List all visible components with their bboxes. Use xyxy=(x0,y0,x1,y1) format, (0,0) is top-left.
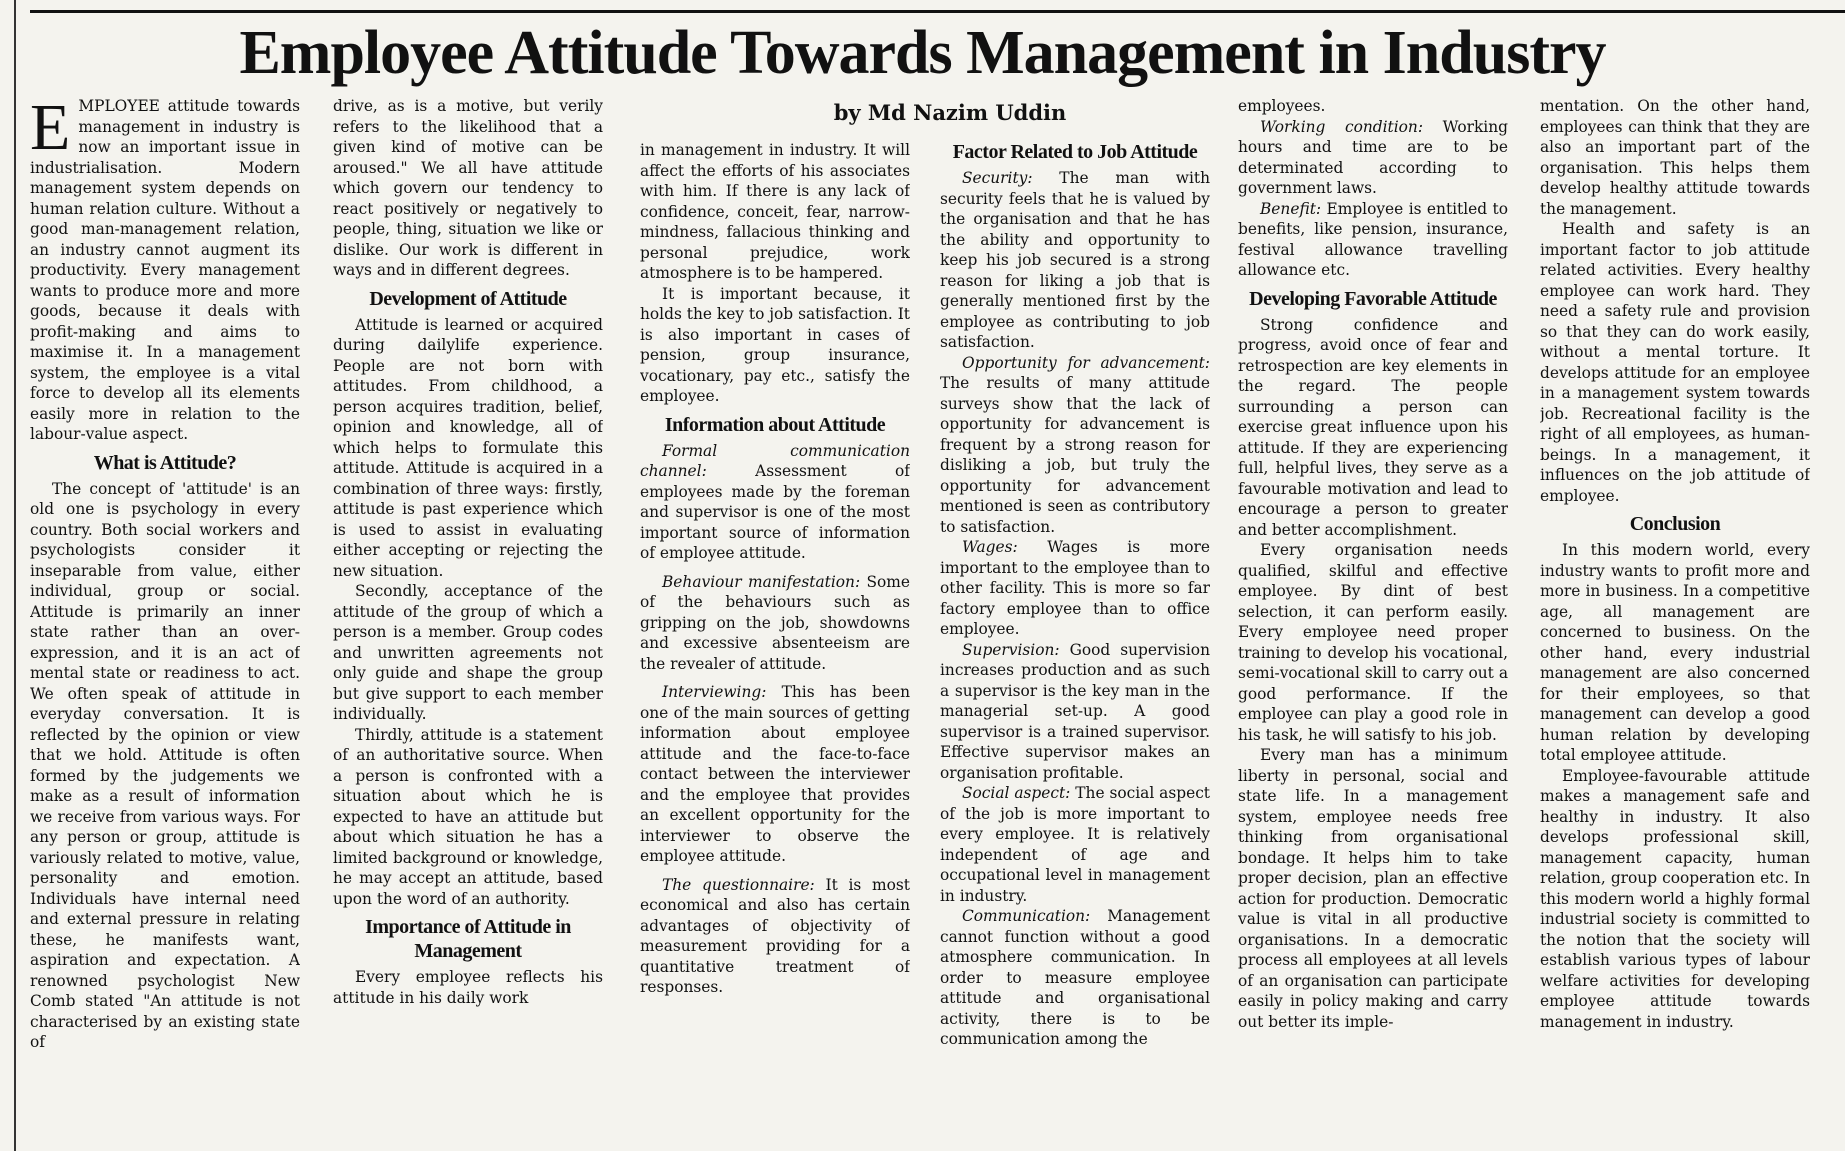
paragraph: Thirdly, attitude is a statement of an authoritative source. When a person is confronted with a situation about which he is expected to have an attitude but about which situation he has a limited background or knowledge, he may accept an attitude, based upon the word of an authority. xyxy=(333,725,603,908)
paragraph: The concept of 'attitude' is an old one is psychology in every country. Both social workers and psychologists consider it inseparable from value, either individual, group or social. Attitude is primarily an inner state rather than an over-expression, and it is an act of mental state or readiness to act. We often speak of attitude in everyday conversation. It is reflected by the opinion or view that we hold. Attitude is often formed by the judgements we make as a result of information we receive from various ways. For any person or group, attitude is variously related to motive, value, personality and emotion. Individuals have internal need and external pressure in relating these, he manifests want, aspiration and expectation. A renowned psychologist New Comb stated "An attitude is not characterised by an existing state of xyxy=(30,479,300,1051)
label-interviewing: Interviewing: xyxy=(662,683,767,701)
paragraph: Every employee reflects his attitude in his daily work xyxy=(333,968,603,1007)
paragraph xyxy=(1238,199,1508,281)
column-1 xyxy=(30,96,300,1131)
paragraph xyxy=(940,783,1210,906)
paragraph: Strong confidence and progress, avoid once of fear and retrospection are key elements in the regard. The people surrounding a person can exercise great influence upon his attitude. If they are experiencing full, helpful lives, they serve as a favourable motivation and lead to encourage a person to greater and better accomplishment. xyxy=(1238,315,1508,539)
text: The social aspect of the job is more important to every employee. It is relatively independent of age and occupational level in management in industry. xyxy=(940,784,1210,905)
text: It is most economical and also has certain advantages of objectivity of measurement providing for a quantitative treatment of responses. xyxy=(640,875,910,996)
paragraph xyxy=(640,682,910,867)
left-margin-rule xyxy=(14,0,16,1151)
label-working-condition: Working condition: xyxy=(1260,117,1424,136)
label-social-aspect: Social aspect: xyxy=(962,784,1071,802)
paragraph xyxy=(940,353,1210,538)
paragraph xyxy=(640,875,910,998)
label-supervision: Supervision: xyxy=(962,640,1060,659)
text: Assessment of employees made by the foreman and supervisor is one of the most important source of information of employee attitude. xyxy=(640,462,910,562)
label-wages: Wages: xyxy=(962,538,1018,556)
text: Wages is more important to the employee than to other facility. This is more so far factory employee than to office employee. xyxy=(940,538,1210,638)
label-communication: Communication: xyxy=(962,907,1091,925)
subhead-conclusion: Conclusion xyxy=(1629,513,1721,535)
text: The results of many attitude surveys show that the lack of opportunity for advancement is frequent by a strong reason for disliking a job, but truly the opportunity for advancement mentioned is seen as contributory to satisfaction. xyxy=(940,374,1210,536)
paragraph: Employee-favourable attitude makes a management safe and healthy in industry. It also develops professional skill, management capacity, human relation, group cooperation etc. In this modern world a highly formal industrial society is committed to the notion that the society will establish various types of labour welfare activities for developing employee attitude towards management in industry. xyxy=(1540,766,1810,1031)
subhead-what-is-attitude: What is Attitude? xyxy=(93,451,237,474)
paragraph: in management in industry. It will affect the efforts of his associates with him. If there is any lack of confidence, conceit, fear, narrow-mindness, fallacious thinking and personal prejudice, work atmosphere is to be hampered. xyxy=(640,141,910,282)
paragraph: Health and safety is an important factor to job attitude related activities. Every healthy employee can work hard. They need a safety rule and provision so that they can do work easily, without a mental torture. It develops attitude for an employee in a management system towards job. Recreational facility is the right of all employees, as human-beings. In a management, it influences on the job attitude of employee. xyxy=(1540,220,1810,505)
paragraph xyxy=(940,168,1210,353)
text: Some of the behaviours such as gripping on the job, showdowns and excessive absenteeism are the revealer of attitude. xyxy=(640,572,910,673)
headline: Employee Attitude Towards Management in Industry xyxy=(239,19,1606,87)
paragraph: Every organisation needs qualified, skilful and effective employee. By dint of best selection, it can perform easily. Every employee need proper training to develop his vocational, semi-vocational skill to carry out a good performance. If the employee can play a good role in his task, he will satisfy to his job. xyxy=(1238,541,1508,744)
label-opportunity: Opportunity for advancement: xyxy=(962,353,1210,372)
paragraph: Secondly, acceptance of the attitude of the group of which a person is a member. Group codes and unwritten agreements not only guide and shape the group but give support to each member individually. xyxy=(333,582,603,723)
intro-paragraph xyxy=(30,96,300,445)
column-2 xyxy=(333,96,603,1131)
paragraph: Every man has a minimum liberty in personal, social and state life. In a management system, employee needs free thinking from organisational bondage. It helps him to take proper decision, plan an effective action for production. Democratic value is vital in all productive organisations. In a democratic process all employees at all levels of an organisation can participate easily in policy making and carry out better its imple- xyxy=(1238,746,1508,1031)
label-security: Security: xyxy=(962,169,1033,187)
top-rule xyxy=(30,10,1845,13)
paragraph xyxy=(640,572,910,675)
text: Working hours and time are to be determinated according to government laws. xyxy=(1238,117,1508,197)
label-formal-communication: Formal communication channel: xyxy=(640,441,910,480)
label-questionnaire: The questionnaire: xyxy=(662,875,815,894)
column-4 xyxy=(940,140,1210,1130)
label-behaviour-manifestation: Behaviour manifestation: xyxy=(662,572,861,591)
paragraph: Attitude is learned or acquired during dailylife experience. People are not born with attitudes. From childhood, a person acquires tradition, belief, opinion and knowledge, all of which helps to formulate this attitude. Attitude is acquired in a combination of three ways: firstly, attitude is past experience which is used to assist in evaluating either accepting or rejecting the new situation. xyxy=(333,315,603,580)
drop-cap: E xyxy=(30,96,71,164)
text: Management cannot function without a good atmosphere communication. In order to measure employee attitude and organisational activity, there is to be communication among the xyxy=(940,907,1210,1048)
paragraph: mentation. On the other hand, employees can think that they are also an important part of the organisation. This helps them develop healthy attitude towards the management. xyxy=(1540,97,1810,218)
text: Employee is entitled to benefits, like pension, insurance, festival allowance travelling allowance etc. xyxy=(1238,199,1508,279)
paragraph xyxy=(1238,117,1508,199)
text: The man with security feels that he is valued by the organisation and that he has the ability and opportunity to keep his job secured is a strong reason for liking a job that is generally mentioned first by the employee as contributing to job satisfaction. xyxy=(940,169,1210,351)
label-benefit: Benefit: xyxy=(1260,199,1322,218)
paragraph xyxy=(640,441,910,564)
paragraph: employees. xyxy=(1238,97,1326,115)
column-3 xyxy=(640,140,910,1130)
paragraph xyxy=(940,906,1210,1050)
paragraph: It is important because, it holds the key to job satisfaction. It is also important in cases of pension, group insurance, vocationary, pay etc., satisfy the employee. xyxy=(640,284,910,405)
text: This has been one of the main sources of getting information about employee attitude and the face-to-face contact between the interviewer and the employee that provides an excellent opportunity for the interviewer to observe the employee attitude. xyxy=(640,683,910,865)
column-5 xyxy=(1238,96,1508,1131)
subhead-development-of-attitude: Development of Attitude xyxy=(369,287,567,310)
subhead-importance-of-attitude: Importance of Attitude in Management xyxy=(365,916,571,962)
subhead-developing-favorable-attitude: Developing Favorable Attitude xyxy=(1249,287,1497,310)
byline: by Md Nazim Uddin xyxy=(833,100,1067,125)
paragraph xyxy=(940,537,1210,640)
subhead-information-about-attitude: Information about Attitude xyxy=(664,413,886,436)
text: Good supervision increases production and as such a supervisor is the key man in the managerial set-up. A good supervisor is a trained supervisor. Effective supervisor makes an organisation profitable. xyxy=(940,640,1210,782)
paragraph: In this modern world, every industry wants to profit more and more in business. In a competitive age, all management are concerned to business. On the other hand, every industrial management are also concerned for their employees, so that management can develop a good human relation by developing total employee attitude. xyxy=(1540,541,1810,764)
subhead-factor-related: Factor Related to Job Attitude xyxy=(952,141,1198,163)
column-6 xyxy=(1540,96,1810,1131)
intro-text: MPLOYEE attitude towards management in industry is now an important issue in industrialisation. Modern management system depends on human relation culture. Without a good man-management relation, an industry cannot augment its productivity. Every management wants to produce more and more goods, because it deals with profit-making and aims to maximise it. In a management system, the employee is a vital force to develop all its elements easily more in relation to the labour-value aspect. xyxy=(30,97,300,443)
paragraph: drive, as is a motive, but verily refers to the likelihood that a given kind of motive can be aroused." We all have attitude which govern our tendency to react positively or negatively to people, thing, situation we like or dislike. Our work is different in ways and in different degrees. xyxy=(333,97,603,279)
paragraph xyxy=(940,640,1210,784)
